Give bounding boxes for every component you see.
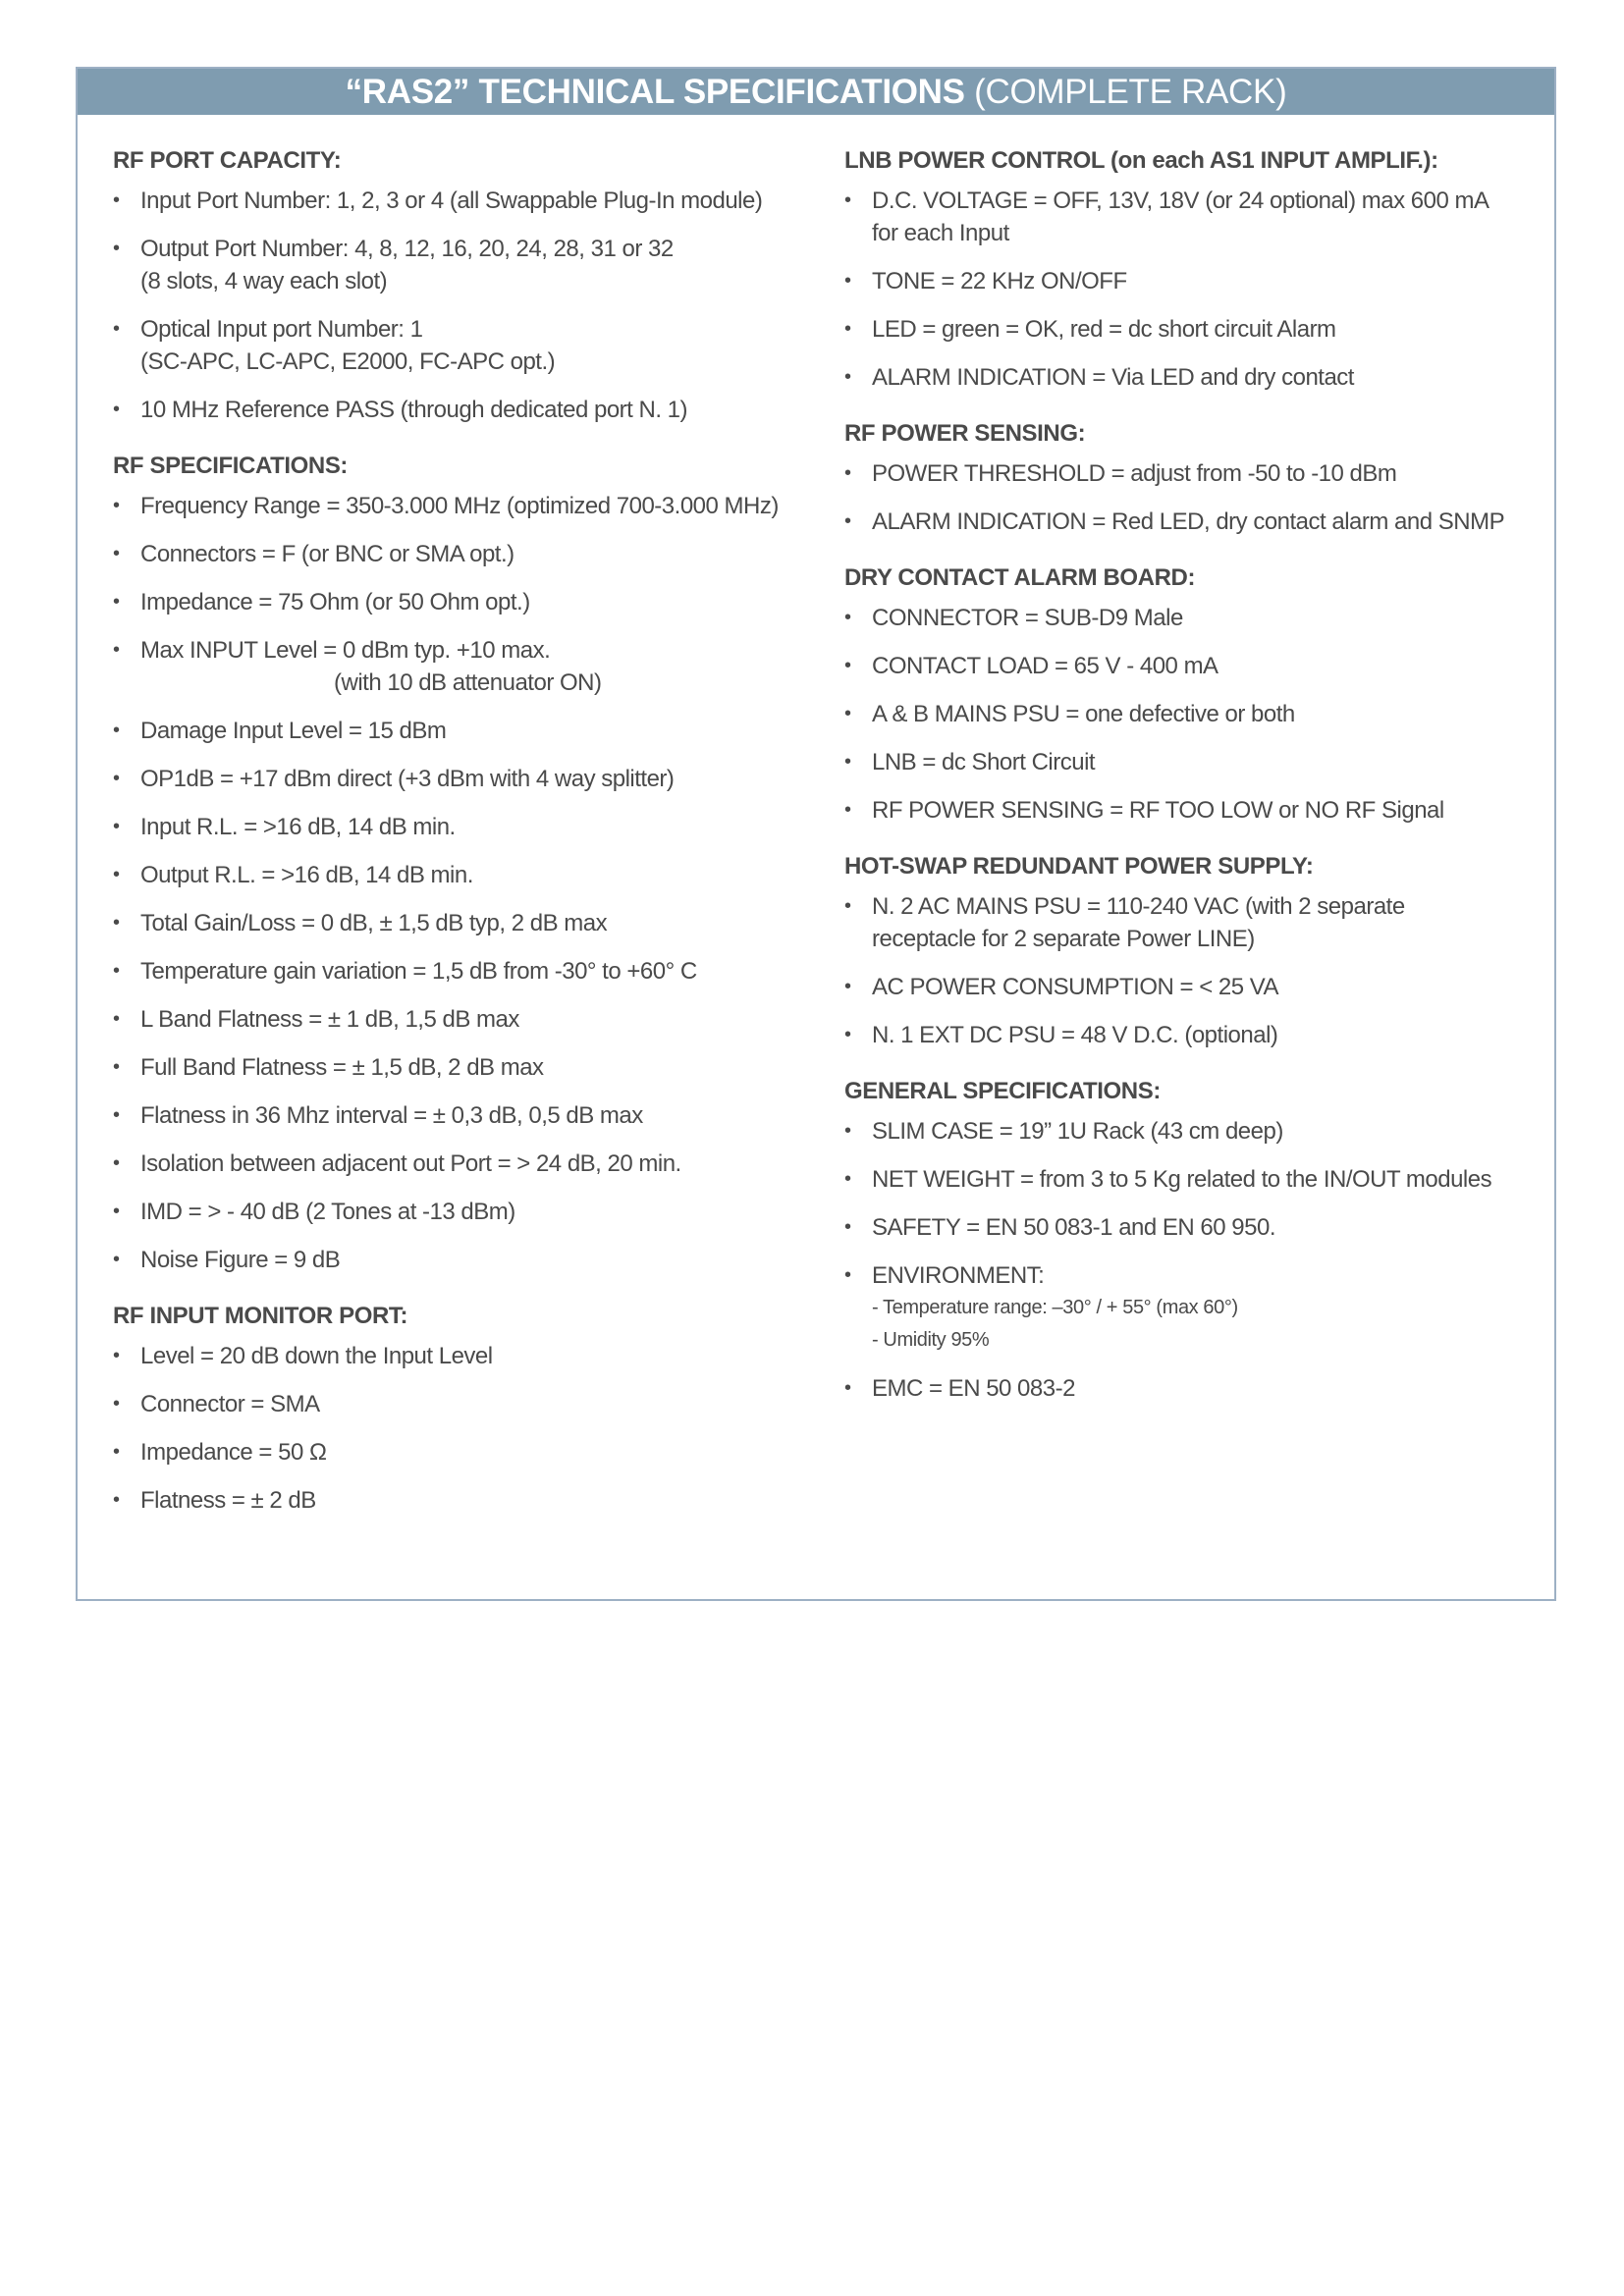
spec-item-text: Optical Input port Number: 1 [140, 316, 423, 343]
bullet-icon: • [844, 270, 851, 292]
bullet-icon: • [113, 1489, 120, 1511]
spec-item-text: Impedance = 50 Ω [140, 1439, 327, 1466]
spec-list [113, 185, 820, 426]
page-title [78, 69, 1554, 115]
spec-item [113, 1484, 820, 1517]
spec-item [844, 1259, 1551, 1357]
bullet-icon: • [113, 768, 120, 789]
section-heading-rf-input-monitor-port: RF INPUT MONITOR PORT: [113, 1303, 408, 1329]
spec-item [844, 1372, 1551, 1405]
spec-list [844, 602, 1551, 827]
spec-item-text: LED = green = OK, red = dc short circuit Alarm [872, 316, 1336, 343]
spec-item-text: (SC-APC, LC-APC, E2000, FC-APC opt.) [140, 348, 556, 375]
spec-item-text: Impedance = 75 Ohm (or 50 Ohm opt.) [140, 589, 530, 615]
spec-item-text: D.C. VOLTAGE = OFF, 13V, 18V (or 24 optional) max 600 mA [872, 187, 1489, 214]
spec-item-text: A & B MAINS PSU = one defective or both [872, 701, 1295, 727]
bullet-icon: • [113, 189, 120, 211]
spec-item-text: OP1dB = +17 dBm direct (+3 dBm with 4 way splitter) [140, 766, 675, 792]
spec-item-text: Temperature gain variation = 1,5 dB from -30° to +60° C [140, 958, 697, 985]
spec-item-text: Noise Figure = 9 dB [140, 1247, 341, 1273]
spec-item-text: (with 10 dB attenuator ON) [334, 669, 602, 696]
spec-item [844, 265, 1551, 297]
bullet-icon: • [113, 1104, 120, 1126]
right-column [844, 136, 1551, 1420]
spec-item-text: Isolation between adjacent out Port = > 24 dB, 20 min. [140, 1150, 681, 1177]
spec-item-text: POWER THRESHOLD = adjust from -50 to -10 dBm [872, 460, 1397, 487]
spec-item [844, 1211, 1551, 1244]
title-bold: “RAS2” TECHNICAL SPECIFICATIONS [345, 73, 965, 111]
bullet-icon: • [844, 703, 851, 724]
spec-item [844, 361, 1551, 394]
spec-item [844, 1019, 1551, 1051]
bullet-icon: • [113, 1056, 120, 1078]
spec-list [844, 185, 1551, 394]
spec-item [113, 763, 820, 795]
spec-item [113, 955, 820, 988]
bullet-icon: • [844, 895, 851, 917]
left-column [113, 136, 820, 1532]
bullet-icon: • [113, 1008, 120, 1030]
section-heading-lnb-power-control-on-each-as1-input-amplif: LNB POWER CONTROL (on each AS1 INPUT AMPLIF.): [844, 147, 1438, 174]
spec-item-text: Connector = SMA [140, 1391, 320, 1417]
spec-item [113, 586, 820, 618]
spec-item-text: SLIM CASE = 19” 1U Rack (43 cm deep) [872, 1118, 1283, 1145]
bullet-icon: • [844, 189, 851, 211]
spec-item-text: Max INPUT Level = 0 dBm typ. +10 max. [140, 637, 551, 664]
spec-item [113, 1388, 820, 1420]
bullet-icon: • [113, 318, 120, 340]
spec-item [113, 1148, 820, 1180]
spec-item [113, 859, 820, 891]
spec-item-text: AC POWER CONSUMPTION = < 25 VA [872, 974, 1278, 1000]
spec-item-text: for each Input [872, 220, 1009, 246]
bullet-icon: • [113, 238, 120, 259]
bullet-icon: • [844, 1216, 851, 1238]
spec-item-text: NET WEIGHT = from 3 to 5 Kg related to the IN/OUT modules [872, 1166, 1492, 1193]
bullet-icon: • [113, 912, 120, 934]
spec-item-text: 10 MHz Reference PASS (through dedicated port N. 1) [140, 397, 688, 423]
spec-item-text: CONNECTOR = SUB-D9 Male [872, 605, 1183, 631]
section-heading-rf-port-capacity: RF PORT CAPACITY: [113, 147, 342, 174]
spec-item-text: N. 1 EXT DC PSU = 48 V D.C. (optional) [872, 1022, 1278, 1048]
title-normal: (COMPLETE RACK) [964, 73, 1287, 111]
spec-item-text: Output R.L. = >16 dB, 14 dB min. [140, 862, 473, 888]
spec-item [113, 715, 820, 747]
spec-item-text: Flatness in 36 Mhz interval = ± 0,3 dB, 0,5 dB max [140, 1102, 643, 1129]
bullet-icon: • [844, 1377, 851, 1399]
spec-item [844, 313, 1551, 346]
spec-item-text: LNB = dc Short Circuit [872, 749, 1096, 775]
spec-item [113, 1244, 820, 1276]
section-heading-rf-specifications: RF SPECIFICATIONS: [113, 453, 349, 479]
spec-list [844, 457, 1551, 538]
bullet-icon: • [113, 399, 120, 420]
spec-item [113, 1196, 820, 1228]
bullet-icon: • [844, 1024, 851, 1045]
bullet-icon: • [113, 1345, 120, 1366]
spec-item [113, 1003, 820, 1036]
spec-item [113, 313, 820, 378]
bullet-icon: • [113, 543, 120, 564]
spec-item [113, 490, 820, 522]
bullet-icon: • [113, 1152, 120, 1174]
bullet-icon: • [844, 318, 851, 340]
bullet-icon: • [113, 639, 120, 661]
spec-item [844, 506, 1551, 538]
spec-item-text: TONE = 22 KHz ON/OFF [872, 268, 1127, 294]
spec-item-text: Level = 20 dB down the Input Level [140, 1343, 493, 1369]
spec-item [844, 650, 1551, 682]
spec-item [113, 634, 820, 699]
bullet-icon: • [113, 1393, 120, 1415]
spec-item [113, 1051, 820, 1084]
spec-item [113, 233, 820, 297]
spec-item-text: SAFETY = EN 50 083-1 and EN 60 950. [872, 1214, 1275, 1241]
spec-item [113, 538, 820, 570]
bullet-icon: • [113, 1441, 120, 1463]
spec-item-text: (8 slots, 4 way each slot) [140, 268, 388, 294]
spec-item [113, 1340, 820, 1372]
spec-item-text: Frequency Range = 350-3.000 MHz (optimized 700-3.000 MHz) [140, 493, 779, 519]
spec-item [844, 1115, 1551, 1148]
spec-item-text: ALARM INDICATION = Via LED and dry contact [872, 364, 1354, 391]
spec-item-text: L Band Flatness = ± 1 dB, 1,5 dB max [140, 1006, 519, 1033]
bullet-icon: • [113, 864, 120, 885]
spec-item [844, 457, 1551, 490]
bullet-icon: • [113, 495, 120, 516]
spec-item-text: Input Port Number: 1, 2, 3 or 4 (all Swappable Plug-In module) [140, 187, 763, 214]
spec-list [113, 1340, 820, 1517]
spec-item [844, 698, 1551, 730]
spec-item [113, 1099, 820, 1132]
spec-item-text: receptacle for 2 separate Power LINE) [872, 926, 1255, 952]
spec-item [844, 1163, 1551, 1196]
bullet-icon: • [113, 1201, 120, 1222]
bullet-icon: • [113, 960, 120, 982]
spec-item-text: Full Band Flatness = ± 1,5 dB, 2 dB max [140, 1054, 544, 1081]
spec-item [844, 185, 1551, 249]
spec-item-text: CONTACT LOAD = 65 V - 400 mA [872, 653, 1218, 679]
spec-item [844, 890, 1551, 955]
bullet-icon: • [113, 591, 120, 613]
spec-item-text: Output Port Number: 4, 8, 12, 16, 20, 24, 28, 31 or 32 [140, 236, 674, 262]
spec-item [113, 1436, 820, 1468]
spec-item-text: N. 2 AC MAINS PSU = 110-240 VAC (with 2 separate [872, 893, 1405, 920]
spec-list [844, 1115, 1551, 1405]
spec-item-text: EMC = EN 50 083-2 [872, 1375, 1075, 1402]
bullet-icon: • [844, 1120, 851, 1142]
spec-item [844, 794, 1551, 827]
bullet-icon: • [844, 366, 851, 388]
bullet-icon: • [844, 607, 851, 628]
spec-item-text: ENVIRONMENT: [872, 1262, 1045, 1289]
bullet-icon: • [844, 751, 851, 773]
bullet-icon: • [844, 976, 851, 997]
section-heading-dry-contact-alarm-board: DRY CONTACT ALARM BOARD: [844, 564, 1196, 591]
spec-item-text: Damage Input Level = 15 dBm [140, 718, 447, 744]
spec-item-text: RF POWER SENSING = RF TOO LOW or NO RF Signal [872, 797, 1444, 824]
spec-item [113, 394, 820, 426]
spec-list [113, 490, 820, 1276]
spec-item-text: IMD = > - 40 dB (2 Tones at -13 dBm) [140, 1199, 515, 1225]
section-heading-hot-swap-redundant-power-supply: HOT-SWAP REDUNDANT POWER SUPPLY: [844, 853, 1314, 880]
spec-item-subtext: - Temperature range: –30° / + 55° (max 60°) [872, 1297, 1238, 1318]
spec-item [844, 746, 1551, 778]
spec-item-text: Connectors = F (or BNC or SMA opt.) [140, 541, 514, 567]
spec-item-text: Total Gain/Loss = 0 dB, ± 1,5 dB typ, 2 dB max [140, 910, 608, 936]
spec-item-text: Input R.L. = >16 dB, 14 dB min. [140, 814, 456, 840]
spec-item-text: Flatness = ± 2 dB [140, 1487, 316, 1514]
section-heading-rf-power-sensing: RF POWER SENSING: [844, 420, 1086, 447]
bullet-icon: • [113, 816, 120, 837]
bullet-icon: • [844, 799, 851, 821]
spec-item-subtext: - Umidity 95% [872, 1329, 990, 1351]
bullet-icon: • [844, 462, 851, 484]
spec-item [844, 602, 1551, 634]
spec-item [113, 811, 820, 843]
bullet-icon: • [113, 720, 120, 741]
bullet-icon: • [844, 655, 851, 676]
bullet-icon: • [844, 1264, 851, 1286]
spec-item-text: ALARM INDICATION = Red LED, dry contact alarm and SNMP [872, 508, 1505, 535]
bullet-icon: • [113, 1249, 120, 1270]
spec-item [844, 971, 1551, 1003]
section-heading-general-specifications: GENERAL SPECIFICATIONS: [844, 1078, 1161, 1104]
spec-list [844, 890, 1551, 1051]
spec-item [113, 907, 820, 939]
spec-panel [76, 67, 1556, 1601]
bullet-icon: • [844, 1168, 851, 1190]
bullet-icon: • [844, 510, 851, 532]
spec-item [113, 185, 820, 217]
